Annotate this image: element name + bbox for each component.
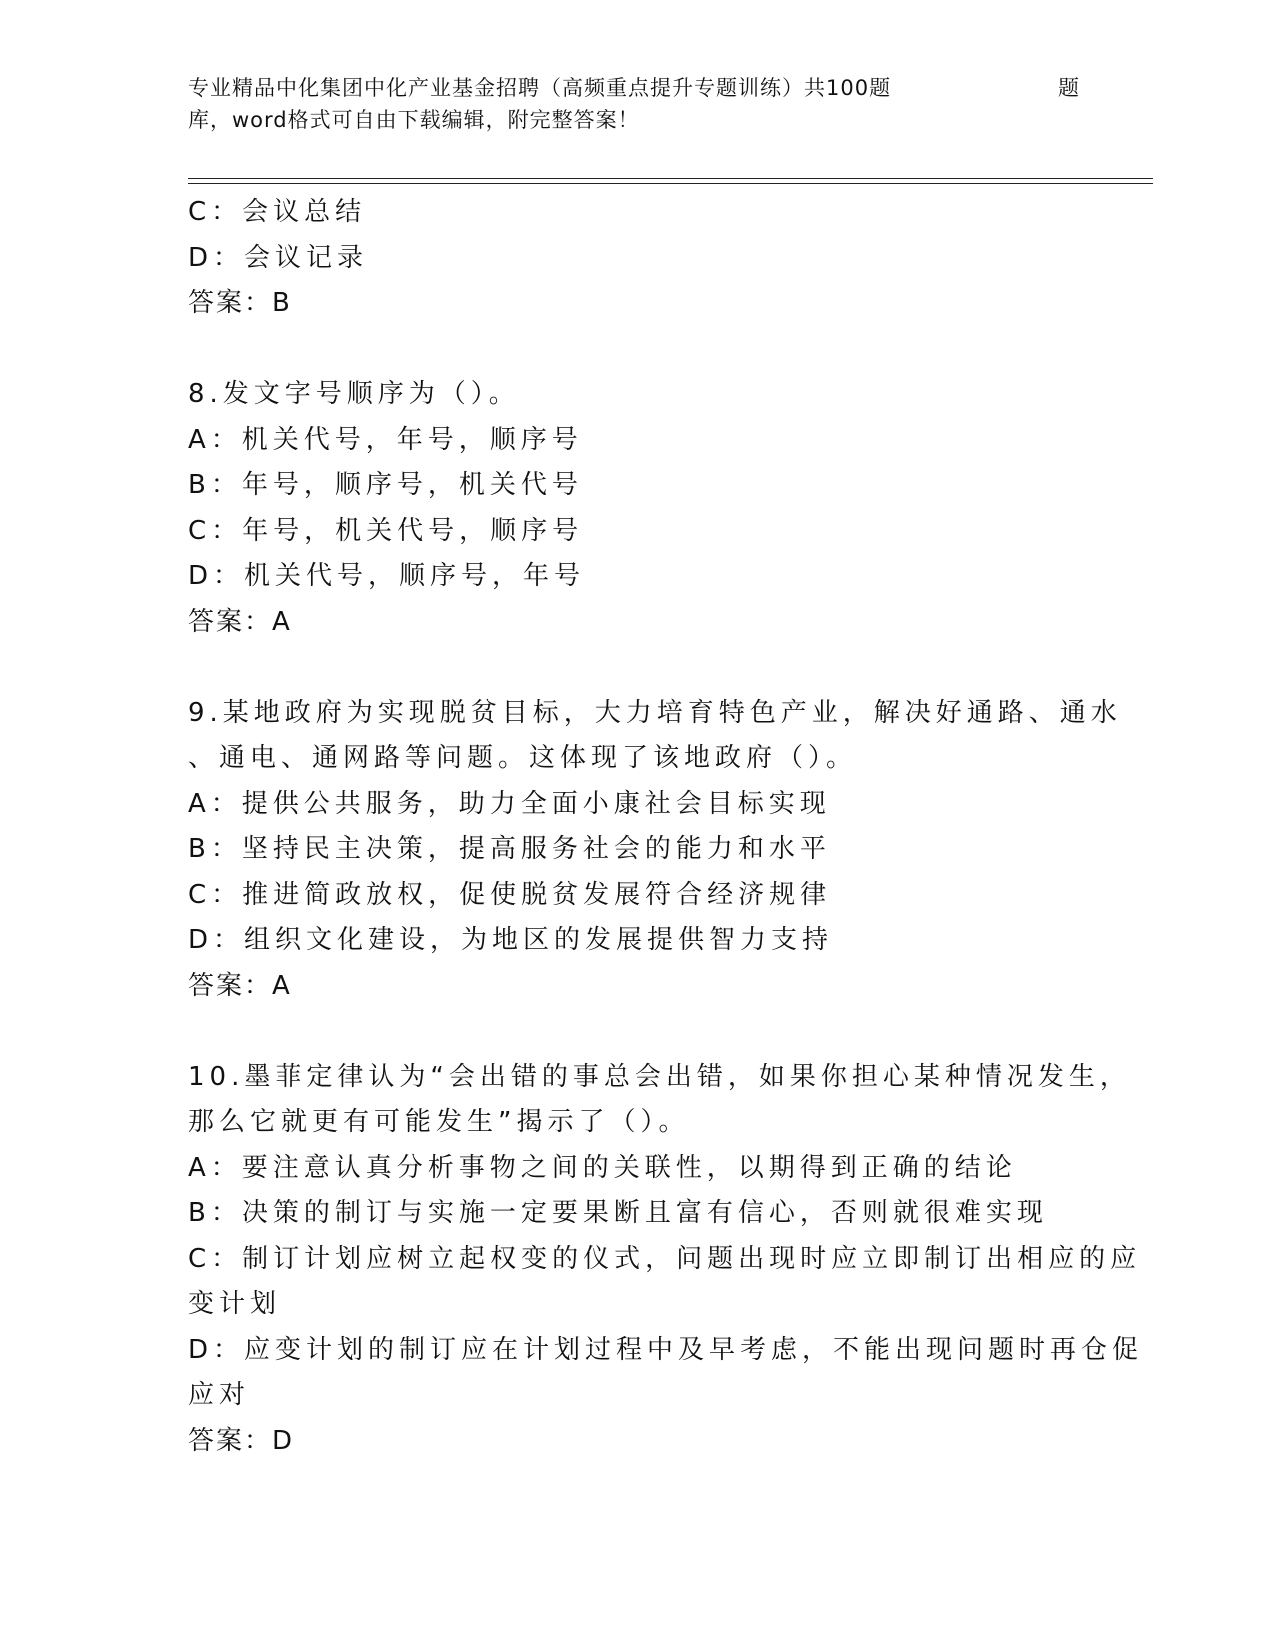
question-line: 8.发文字号顺序为（）。 (188, 379, 520, 409)
header-title-line-1 (188, 72, 1088, 104)
page-header (188, 72, 1088, 136)
blank-line (188, 327, 1088, 373)
option-line: D：会议记录 (188, 242, 369, 273)
blank-line (188, 1009, 1088, 1055)
option-line: B：决策的制订与实施一定要果断且富有信心，否则就很难实现 (188, 1198, 1048, 1228)
option-line: A：机关代号，年号，顺序号 (188, 424, 583, 455)
header-title-line-2: 库，word格式可自由下载编辑，附完整答案！ (188, 108, 640, 132)
answer-line: 答案：D (188, 1425, 295, 1456)
option-line: D：机关代号，顺序号，年号 (188, 561, 586, 591)
question-line: 10.墨菲定律认为“会出错的事总会出错，如果你担心某种情况发生， (188, 1061, 1131, 1092)
option-line: 变计划 (188, 1289, 282, 1319)
answer-line: 答案：A (188, 970, 292, 1001)
option-line: C：会议总结 (188, 197, 367, 227)
option-line: C：年号，机关代号，顺序号 (188, 515, 584, 546)
option-line: C：制订计划应树立起权变的仪式，问题出现时应立即制订出相应的应 (188, 1243, 1142, 1274)
header-title-tail: 题 (1058, 76, 1080, 100)
option-line: D：组织文化建设，为地区的发展提供智力支持 (188, 925, 834, 955)
option-line: A：要注意认真分析事物之间的关联性，以期得到正确的结论 (188, 1152, 1017, 1183)
answer-line: 答案：B (188, 288, 292, 318)
option-line: C：推进简政放权，促使脱贫发展符合经济规律 (188, 879, 832, 910)
question-line: 、通电、通网路等问题。这体现了该地政府（）。 (188, 743, 858, 773)
option-line: B：坚持民主决策，提高服务社会的能力和水平 (188, 834, 831, 864)
option-line: D：应变计划的制订应在计划过程中及早考虑，不能出现问题时再仓促 (188, 1334, 1144, 1365)
question-line: 9.某地政府为实现脱贫目标，大力培育特色产业，解决好通路、通水 (188, 697, 1122, 728)
header-rule-bottom (188, 183, 1153, 184)
answer-line: 答案：A (188, 606, 292, 637)
option-line: 应对 (188, 1380, 251, 1410)
header-title-text: 专业精品中化集团中化产业基金招聘（高频重点提升专题训练）共100题 (188, 76, 892, 100)
option-line: A：提供公共服务，助力全面小康社会目标实现 (188, 788, 831, 819)
question-line: 那么它就更有可能发生”揭示了（）。 (188, 1107, 690, 1137)
header-rule-top (188, 178, 1153, 179)
option-line: B：年号，顺序号，机关代号 (188, 470, 583, 500)
blank-line (188, 645, 1088, 691)
document-body (188, 190, 1144, 1464)
